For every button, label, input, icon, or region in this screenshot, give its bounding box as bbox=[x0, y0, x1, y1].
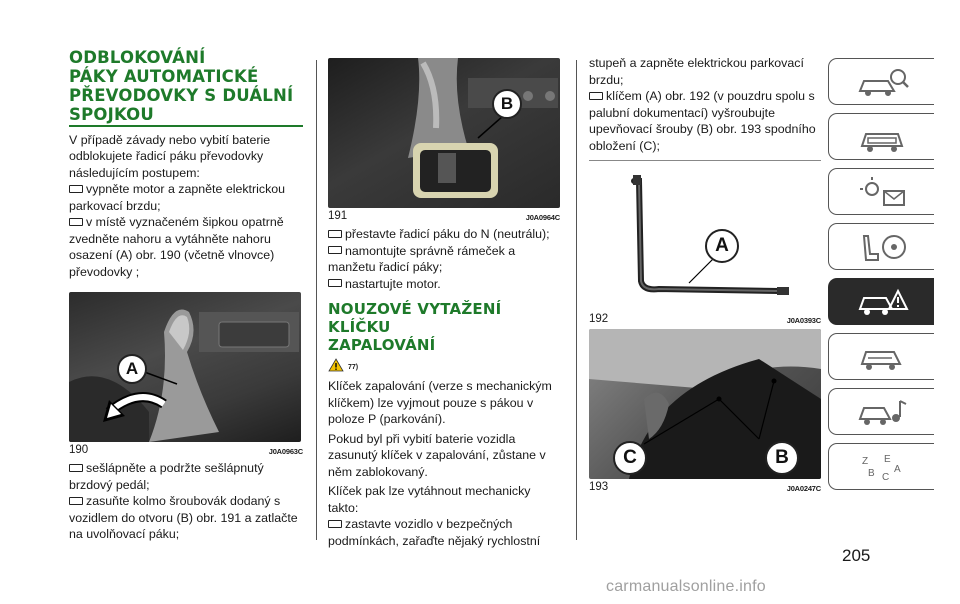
gear-boot-illustration bbox=[328, 58, 560, 208]
tab-safety[interactable] bbox=[828, 223, 934, 270]
bullet-icon bbox=[69, 497, 83, 505]
figure-caption bbox=[589, 481, 821, 493]
bullet-icon bbox=[328, 246, 342, 254]
bullet-icon bbox=[69, 218, 83, 226]
figure-number: 190 bbox=[69, 444, 89, 456]
warning-triangle-icon bbox=[328, 358, 344, 372]
list-item: klíčem (A) obr. 192 (v pouzdru spolu s palubní dokumentací) vyšroubujte upevňovací šrouby (B) obr. 193 spodního obložení (C); bbox=[589, 89, 816, 153]
list-item: v místě vyznačeném šipkou opatrně zvedněte nahoru a vytáhněte nahoru osazení (A) obr. 190 (včetně vlnovce) převodovky ; bbox=[69, 215, 284, 279]
seat-steering-icon bbox=[854, 230, 910, 264]
figure-191-photo bbox=[328, 58, 560, 208]
car-search-icon bbox=[854, 65, 910, 99]
bullet-icon bbox=[69, 185, 83, 193]
figure-code: J0A0964C bbox=[525, 213, 560, 222]
list-item: sešlápněte a podržte sešlápnutý brzdový pedál; bbox=[69, 461, 264, 492]
tab-emergency[interactable] bbox=[828, 278, 934, 325]
bullet-icon bbox=[328, 520, 342, 528]
heading-underline bbox=[69, 125, 303, 127]
section-heading: ODBLOKOVÁNÍ PÁKY AUTOMATICKÉ PŘEVODOVKY S DUÁLNÍ SPOJKOU bbox=[69, 48, 294, 124]
figure-code: J0A0393C bbox=[786, 316, 821, 325]
callout-a: A bbox=[117, 354, 147, 384]
list-item: vypněte motor a zapněte elektrickou parkovací brzdu; bbox=[69, 182, 286, 213]
tab-dashboard[interactable] bbox=[828, 113, 934, 160]
car-service-icon bbox=[854, 340, 910, 374]
figure-caption bbox=[328, 210, 560, 222]
figure-code: J0A0247C bbox=[786, 484, 821, 493]
lights-mail-icon bbox=[854, 175, 910, 209]
svg-text:E: E bbox=[883, 453, 891, 465]
paragraph: Klíček pak lze vytáhnout mechanicky takto: bbox=[328, 484, 531, 515]
figure-190-photo bbox=[69, 292, 301, 442]
watermark: carmanualsonline.info bbox=[606, 578, 766, 595]
car-music-icon bbox=[854, 395, 910, 429]
tab-lights-messages[interactable] bbox=[828, 168, 934, 215]
intro-paragraph: V případě závady nebo vybití baterie odblokujete řadicí páku převodovky následujícím postupem: bbox=[69, 132, 271, 180]
paragraph: Pokud byl při vybití baterie vozidla zasunutý klíček v zapalování, zůstane v něm zablokovaný. bbox=[328, 431, 546, 479]
list-item: nastartujte motor. bbox=[328, 276, 560, 293]
callout-b: B bbox=[765, 441, 799, 475]
column-divider bbox=[576, 60, 577, 540]
callout-a: A bbox=[705, 229, 739, 263]
figure-192-drawing bbox=[589, 160, 821, 311]
paragraph: Klíček zapalování (verze s mechanickým klíčkem) lze vyjmout pouze s pákou v poloze P (parkování). bbox=[328, 379, 552, 426]
svg-text:C: C bbox=[881, 471, 889, 483]
alphabet-index-icon bbox=[854, 450, 910, 484]
tab-getting-to-know-car[interactable] bbox=[828, 58, 934, 105]
list-item: přestavte řadicí páku do N (neutrálu); bbox=[328, 226, 560, 243]
bullet-icon bbox=[328, 230, 342, 238]
warning-ref-number: 77) bbox=[348, 364, 359, 371]
svg-text:A: A bbox=[893, 463, 901, 475]
callout-b: B bbox=[492, 89, 522, 119]
tab-maintenance[interactable] bbox=[828, 333, 934, 380]
callout-c: C bbox=[613, 441, 647, 475]
bullet-icon bbox=[69, 464, 83, 472]
svg-text:B: B bbox=[867, 467, 875, 479]
paragraph: stupeň a zapněte elektrickou parkovací brzdu; bbox=[589, 56, 804, 87]
figure-number: 193 bbox=[589, 481, 609, 493]
list-item: zastavte vozidlo v bezpečných podmínkách, zařaďte nějaký rychlostní bbox=[328, 517, 541, 548]
figure-number: 192 bbox=[589, 313, 609, 325]
list-item: zasuňte kolmo šroubovák dodaný s vozidlem do otvoru (B) obr. 191 a zatlačte na uvolňovací páku; bbox=[69, 494, 298, 541]
torx-key-illustration bbox=[589, 161, 821, 311]
list-item: namontujte správně rámeček a manžetu řadicí páky; bbox=[328, 243, 516, 274]
bullet-icon bbox=[589, 92, 603, 100]
figure-193-photo bbox=[589, 329, 821, 479]
column-1 bbox=[69, 48, 303, 543]
figure-caption bbox=[69, 444, 303, 456]
column-2 bbox=[328, 58, 560, 549]
dashboard-car-icon bbox=[854, 120, 910, 154]
chapter-sidebar bbox=[828, 58, 934, 498]
gear-lever-illustration bbox=[69, 292, 301, 442]
svg-text:Z: Z bbox=[861, 455, 868, 467]
figure-caption bbox=[589, 313, 821, 325]
column-3 bbox=[589, 55, 821, 497]
figure-number: 191 bbox=[328, 210, 348, 222]
tab-multimedia[interactable] bbox=[828, 388, 934, 435]
bullet-icon bbox=[328, 279, 342, 287]
section-heading: NOUZOVÉ VYTAŽENÍ KLÍČKU ZAPALOVÁNÍ bbox=[328, 300, 502, 354]
figure-code: J0A0963C bbox=[268, 447, 303, 456]
column-divider bbox=[316, 60, 317, 540]
warning-reference bbox=[328, 358, 560, 372]
tab-index[interactable] bbox=[828, 443, 934, 490]
car-warning-icon bbox=[854, 285, 910, 319]
page-number: 205 bbox=[842, 546, 871, 565]
